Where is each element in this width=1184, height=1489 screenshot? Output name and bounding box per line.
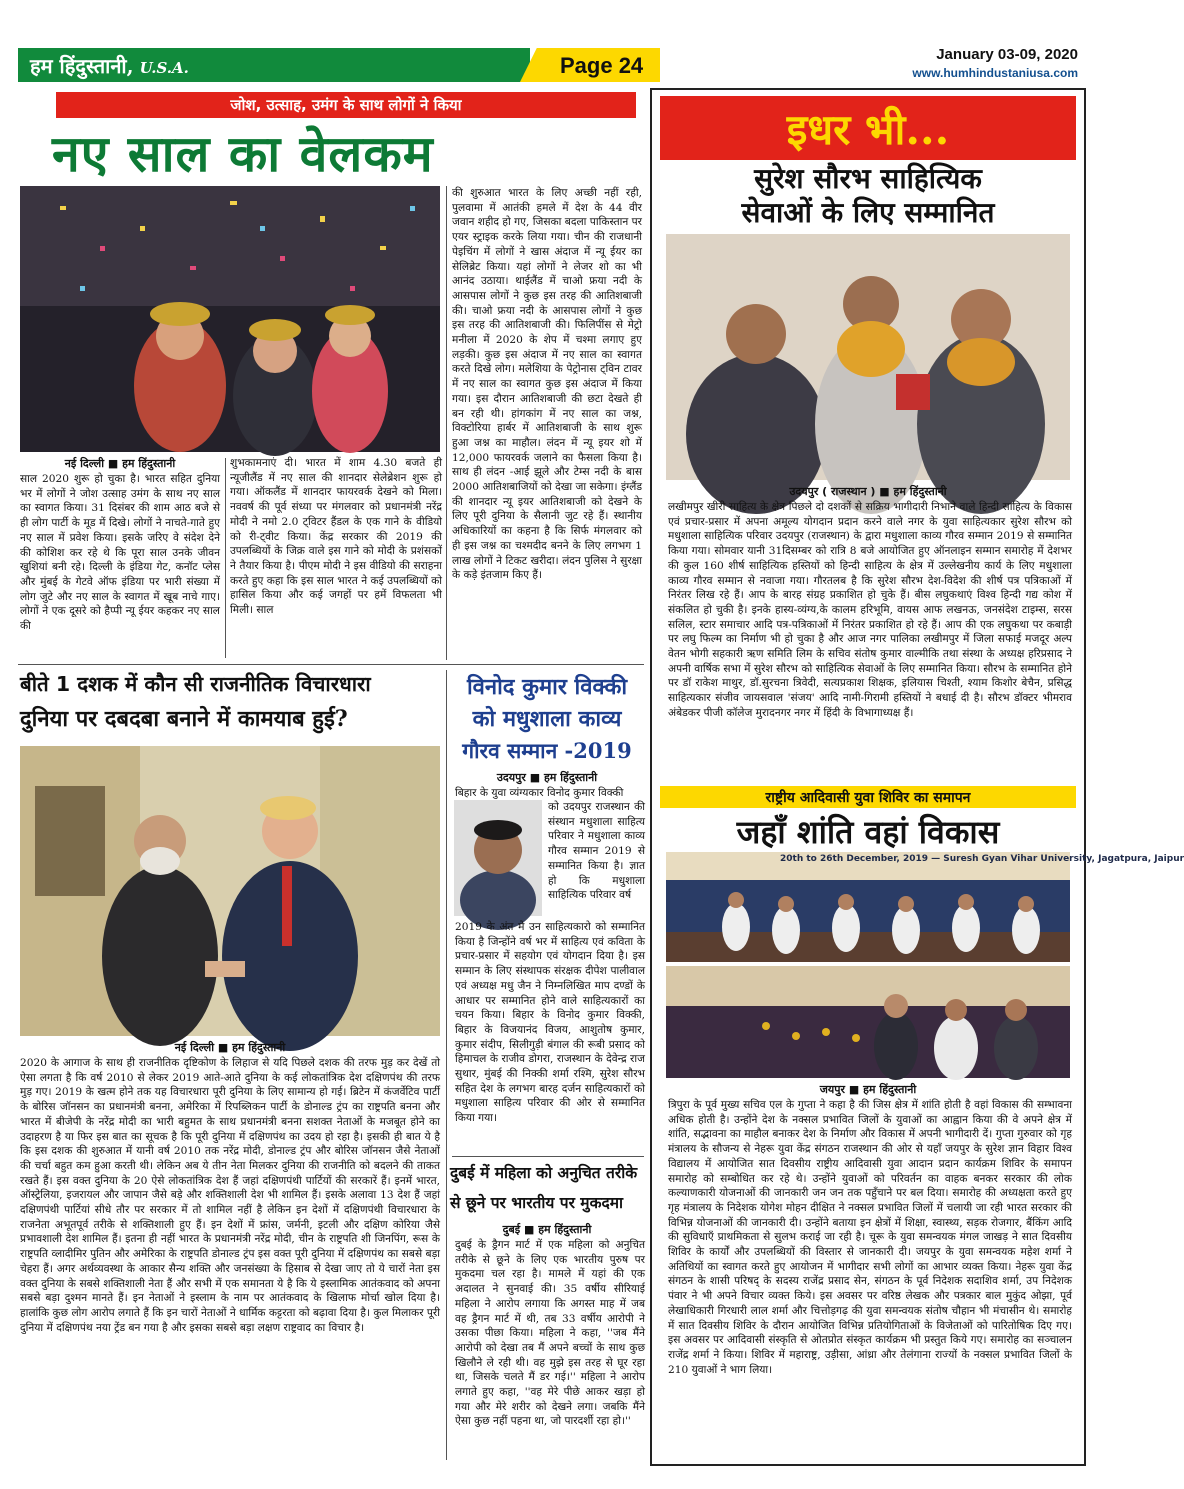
lead-headline: नए साल का वेलकम	[52, 124, 434, 183]
section-rule	[452, 1156, 644, 1157]
vinod-body: 2019 के अंत मे उन साहित्यकारो को सम्मानित किया है जिन्होंने वर्ष भर में साहित्य एवं कविता के प्रचार-प्रसार में सहयोग एवं योगदान दिया है। इस सम्मान के लिए संस्थापक संरक्षक दीपेश पालीवाल एवं अध्यक्ष मधु जैन ने निम्नलिखित माप दण्डों के आधार पर सम्मानित होने वाले साहित्यकारों का चयन किया। बिहार के विनोद कुमार विक्की, बिहार के विजयानंद विजय, आशुतोष कुमार, कुमार संदीप, सिलीगुड़ी बंगाल की रूबी प्रसाद को हिमाचल के राजीव डोगरा, राजस्थान के देवेन्द्र राज सुथार, मुंबई की निक्की शर्मा रश्मि, सुरेश सौरभ सहित देश के लगभग बारह दर्जन साहित्यकारों को मधुशाला साहित्य परिवार की ओर से सम्मानित किया गया।	[455, 921, 645, 1125]
page-number: Page 24	[560, 53, 644, 78]
shanti-kicker: राष्ट्रीय आदिवासी युवा शिविर का समापन	[765, 790, 971, 806]
modi-trump-photo	[20, 746, 440, 1036]
column-rule	[446, 186, 447, 660]
lead-byline: नई दिल्ली ■ हम हिंदुस्तानी	[64, 457, 176, 470]
idhar-body: लखीमपुर खीरी साहित्य के क्षेत्र पिछले दो दशकों से सक्रिय भागीदारी निभाने वाले हिन्दी साहित्य के विकास एवं प्रचार-प्रसार में अपना अमूल्य योगदान प्रदान करने वाले नगर के युवा साहित्यकार सुरेश सौरभ को मधुशाला साहित्यिक परिवार उदयपुर (राजस्थान) के द्वारा मधुशाला काव्य गौरव सम्मान 2019 से सम्मानित किया गया। सोमवार यानी 31दिसम्बर को रात्रि 8 बजे आयोजित हुए ऑनलाइन सम्मान समारोह में देशभर की कुल 160 शीर्ष साहित्यिक हस्तियों को हिन्दी साहित्य के क्षेत्र में उल्लेखनीय कार्य के लिए मधुशाला काव्य गौरव सम्मान से नवाजा गया। गौरतलब है कि सुरेश सौरभ देश-विदेश की शीर्ष पत्र पत्रिकाओं में निरंतर लिख रहे हैं। आप के बारह संग्रह प्रकाशित हो चुके हैं। बीस लघुकथाएं विश्व हिन्दी गद्य कोश में संकलित हो चुकी है। इनके हास्य-व्यंग्य,के कालम हरिभूमि, वायस आफ लखनऊ, जनसंदेश टाइम्स, सरस सलिल, स्टार समाचार आदि पत्र-पत्रिकाओं में निरंतर प्रकाशित हो रहे हैं। आप की एक लघुकथा पर कबाड़ी पर लघु फिल्म का निर्माण भी हो चुका है और आज नगर पालिका लखीमपुर में जिला सफाई मजदूर अल्प वेतन भोगी सहकारी ऋण समिति लिम के सचिव संतोष कुमार वाल्मीकि तथा संस्था के अध्यक्ष हरिप्रसाद ने अपनी वार्षिक सभा में सुरेश सौरभ को साहित्यिक सेवाओं के लिए सम्मानित किया। सौरभ के सम्मानित होने पर डॉ राकेश माथुर, डॉ.सुरचना त्रिवेदी, सत्यप्रकाश शिक्षक, इलियास चिश्ती, श्याम किशोर बेचैन, प्रसिद्ध साहित्यकार संजीव जायसवाल 'संजय' आदि नामी-गिरामी हस्तियों ने बधाई दी है। सौरभ डॉक्टर भीमराव अंबेडकर पीजी कॉलेज मुरादनगर नगर में हिंदी के विभागाध्यक्ष हैं।	[668, 501, 1072, 719]
lead-column-2: शुभकामनाएं दी। भारत में शाम 4.30 बजते ही न्यूजीलैंड में नए साल की शानदार सेलेब्रेशन शुरू हो गया। ऑकलैंड में शानदार फायरवर्क देखने को मिला। नववर्ष की पूर्व संध्या पर मंगलवार को प्रधानमंत्री नरेंद्र मोदी ने नमो 2.0 ट्विटर हैंडल के एक गाने के वीडियो को री-ट्वीट किया। केंद्र सरकार की 2019 की उपलब्धियों के जिक्र वाले इस गाने को मोदी के प्रशंसकों ने तैयार किया है। पीएम मोदी ने इस वीडियो की सराहना करते हुए कहा कि इस साल भारत ने कई उपलब्धियों को हासिल किया और कई जगहों पर हमें विफलता भी मिली। साल	[230, 457, 442, 617]
column-rule	[225, 458, 226, 658]
dubai-headline-line2: से छूने पर भारतीय पर मुकदमा	[450, 1194, 623, 1212]
newspaper-title: हम हिंदुस्तानी, U.S.A.	[30, 54, 189, 78]
vinod-portrait-photo	[454, 800, 542, 916]
new-year-celebration-photo	[20, 186, 440, 452]
dubai-byline: दुबई ■ हम हिंदुस्तानी	[502, 1223, 592, 1236]
vinod-intro: बिहार के युवा व्यंग्यकार विनोद कुमार विक्की	[455, 787, 624, 799]
idhar-banner-text: इधर भी...	[786, 105, 950, 154]
section-rule	[18, 664, 644, 665]
vinod-headline-line1: विनोद कुमार विक्की	[466, 674, 628, 700]
idhar-headline-line1: सुरेश सौरभ साहित्यिक	[754, 162, 982, 195]
lead-kicker: जोश, उत्साह, उमंग के साथ लोगों ने किया	[56, 92, 636, 118]
lamp-lighting-photo	[666, 966, 1070, 1078]
vinod-byline: उदयपुर ■ हम हिंदुस्तानी	[496, 771, 598, 784]
lead-column-1: साल 2020 शुरू हो चुका है। भारत सहित दुनिया भर में लोगों ने जोश उत्साह उमंग के साथ नए साल का स्वागत किया। 31 दिसंबर की शाम आठ बजे से ही लोग पार्टी के मूड में दिखे। लोगों ने नाचते-गाते हुए नए साल में प्रवेश किया। इसके जरिए वे संदेश देने की कोशिश कर रहे थे कि पूरा साल उनके जीवन खुशियां बनी रहे। दिल्ली के इंडिया गेट, कनॉट प्लेस और मुंबई के गेटवे ऑफ इंडिया पर भारी संख्या में लोग जुटे और नए साल के स्वागत में खूब नाचे गाए। लोगों ने एक दूसरे को हैप्पी न्यू ईयर कहकर नए साल की	[20, 473, 220, 633]
vinod-headline-line3: गौरव सम्मान -2019	[462, 738, 632, 763]
vinod-beside-photo: को उदयपुर राजस्थान की संस्थान मधुशाला साहित्य परिवार ने मधुशाला काव्य गौरव सम्मान 2019 से सम्मानित किया है। ज्ञात हो कि मधुशाला साहित्यिक परिवार वर्ष	[548, 801, 645, 902]
politics-byline: नई दिल्ली ■ हम हिंदुस्तानी	[174, 1041, 286, 1054]
idhar-headline-line2: सेवाओं के लिए सम्मानित	[741, 196, 995, 229]
idhar-byline: उदयपुर ( राजस्थान ) ■ हम हिंदुस्तानी	[789, 485, 947, 498]
camp-stage-photo	[666, 852, 1184, 962]
politics-headline-line1: बीते 1 दशक में कौन सी राजनीतिक विचारधारा	[20, 672, 371, 696]
shanti-byline: जयपुर ■ हम हिंदुस्तानी	[819, 1083, 917, 1096]
shanti-headline: जहाँ शांति वहां विकास	[736, 813, 1000, 851]
suresh-saurabh-award-photo	[666, 234, 1070, 480]
shanti-body: त्रिपुरा के पूर्व मुख्य सचिव एल के गुप्ता ने कहा है की जिस क्षेत्र में शांति होती है वहां विकास की सम्भावना अधिक होती है। उन्होंने देश के नक्सल प्रभावित जिलों के युवाओं का आह्वान किया की वे अपने क्षेत्र में शांति, सद्भावना का माहौल बनाकर देश के निर्माण और विकास में अपनी भागीदारी दें। गुप्ता गुरुवार को गृह मंत्रालय के सौजन्य से नेहरू युवा केंद्र संगठन राजस्थान की ओर से यहाँ जयपुर के सुरेश ज्ञान विहार विश्व विद्यालय में आयोजित सात दिवसीय राष्ट्रीय आदिवासी युवा आदान प्रदान कार्यक्रम शिविर के समापन समारोह को सम्बोधित कर रहे थे। उन्होंने युवाओं को परिवर्तन का वाहक बनकर सरकार की लोक कल्याणकारी योजनाओं की जानकारी जन जन तक पहुँचाने पर बल दिया। समारोह की अध्यक्षता करते हुए गृह मंत्रालय के निदेशक योगेश मोहन दीक्षित ने नक्सल प्रभावित जिलों में चलायी जा रही भारत सरकार की विभिन्न योजनाओं की जानकारी दी। उन्होंने बताया इन क्षेत्रों में शिक्षा, स्वास्थ्य, सड़क रोजगार, बैंकिंग आदि की सुविधाएँ प्राथमिकता से सुलभ कराई जा रही है। चूरू के युवा समन्वयक मंगल जाखड़ ने सात दिवसीय शिविर के कार्यों और उपलब्धियों की विस्तार से जानकारी दी। जयपुर के युवा समन्वयक महेश शर्मा ने अतिथियों का स्वागत करते हुए आयोजन में भागीदार सभी लोगों का आभार व्यक्त किया। नेहरू युवा केंद्र संगठन के शासी परिषद् के सदस्य राजेंद्र प्रसाद सेन, संगठन के पूर्व निदेशक सदाशिव शर्मा, उप निदेशक पंवार ने भी अपने विचार व्यक्त किये। इस अवसर पर वरिष्ठ लेखक और पत्रकार बाल मुकुंद ओझा, पूर्व लेखाधिकारी गिरधारी लाल शर्मा और चित्तोड़गढ़ की युवा समन्वयक संतोष चौहान भी मंचासीन थे। समारोह में सात दिवसीय शिविर के दौरान आयोजित विभिन्न प्रतियोगिताओं के विजेताओं को पारितोषिक दिए गए। इस अवसर पर आदिवासी संस्कृति से ओतप्रोत संस्कृत कार्यक्रम भी प्रस्तुत किये गए। समारोह का सञ्चालन राजेंद्र शर्मा ने किया। शिविर में महाराष्ट्र, उड़ीसा, आंध्रा और तेलंगाना राज्यों के नक्सल प्रभावित जिलों के 210 युवाओं ने भाग लिया।	[668, 1099, 1072, 1376]
dubai-headline-line1: दुबई में महिला को अनुचित तरीके	[450, 1164, 638, 1182]
column-rule	[446, 670, 447, 1460]
politics-body: 2020 के आगाज के साथ ही राजनीतिक दृष्टिकोण के लिहाज से यदि पिछले दशक की तरफ मुड़ कर देखें तो ऐसा लगता है कि वर्ष 2010 से लेकर 2019 आते-आते दुनिया के कई लोकतांत्रिक देश दक्षिणपंथ की तरफ मुड़ गए। 2019 के खत्म होने तक यह विचारधारा पूरी दुनिया के लिए सामान्य हो गई। ब्रिटेन में कंजर्वेटिव पार्टी के बोरिस जॉनसन का प्रधानमंत्री बनना, अमेरिका में रिपब्लिकन पार्टी के डोनाल्ड ट्रंप का राष्ट्रपति बनना और भारत में बीजेपी के नरेंद्र मोदी का भारी बहुमत के साथ प्रधानमंत्री बनना सशक्त नेताओं के मजबूत होने का उदाहरण है या फिर इस बात का सूचक है कि पूरी दुनिया में दक्षिणपंथ का उदय हो रहा है। इसकी ही बात ये है कि इस दशक की शुरुआत में यानी वर्ष 2010 तक नरेंद्र मोदी, डोनाल्ड ट्रंप और बोरिस जॉनसन जैसे नेताओं की चर्चा बहुत कम हुआ करती थी। लेकिन अब ये तीन नेता मिलकर दुनिया की राजनीति को बदलने की ताकत रखते हैं। इस वक्त दुनिया के 20 ऐसे लोकतांत्रिक देश हैं जहां दक्षिणपंथी पार्टियों की सरकारें हैं। इनमें भारत, ऑस्ट्रेलिया, इजरायल और जापान जैसे बड़े और शक्तिशाली देश भी शामिल हैं। इसके अलावा 13 देश हैं जहां दक्षिणपंथी पार्टियां सीधे तौर पर सरकार में तो शामिल नहीं है लेकिन इन देशों में दक्षिणपंथी विचारधारा के राजनेता अभूतपूर्व तरीके से शक्तिशाली हुए हैं। इन देशों में फ्रांस, जर्मनी, इटली और दक्षिण कोरिया जैसे प्रभावशाली देश शामिल हैं। इतना ही नहीं भारत के प्रधानमंत्री नरेंद्र मोदी, चीन के राष्ट्रपति शी जिनपिंग, रूस के राष्ट्रपति व्लादीमिर पुतिन और अमेरिका के राष्ट्रपति डोनाल्ड ट्रंप इस वक्त पूरी दुनिया में दक्षिणपंथ का सबसे बड़ा चेहरा हैं। अगर अर्थव्यवस्था के आकार सैन्य शक्ति और जनसंख्या के हिसाब से देखा जाए तो ये चारों नेता इस वक्त दुनिया के सबसे शक्तिशाली नेता हैं और सभी में एक समानता ये है कि ये इस्लामिक आतंकवाद को अपना सबसे बड़ा दुश्मन मानते हैं। इन नेताओं ने इस्लाम के नाम पर आतंकवाद के खिलाफ मोर्चा खोल दिया है। हालांकि कुछ लोग आरोप लगाते हैं कि इन चारों नेताओं ने धार्मिक कट्टरता को बढ़ावा दिया है। कुल मिलाकर पूरी दुनिया में दक्षिणपंथ नया ट्रेंड बन गया है और इसका सबसे बड़ा लक्षण राष्ट्रवाद का विचार है।	[20, 1057, 440, 1334]
issue-date: January 03-09, 2020	[936, 46, 1078, 63]
politics-headline-line2: दुनिया पर दबदबा बनाने में कामयाब हुई?	[20, 706, 348, 732]
camp-banner-text: 20th to 26th December, 2019 — Suresh Gyan Vihar University, Jagatpura, Jaipur	[780, 854, 1184, 864]
website-link[interactable]: www.humhindustaniusa.com	[912, 66, 1078, 80]
dubai-body: दुबई के ड्रैगन मार्ट में एक महिला को अनुचित तरीके से छूने के लिए एक भारतीय पुरुष पर मुकदमा चल रहा है। मामले में यहां की एक अदालत ने सुनवाई की। 35 वर्षीय सीरियाई महिला ने आरोप लगाया कि अगस्त माह में जब वह ड्रैगन मार्ट में थी, तब 33 वर्षीय आरोपी ने उसका पीछा किया। महिला ने कहा, ''जब मैंने आरोपी को देखा तब मैं अपने बच्चों के साथ कुछ खिलौने ले रही थी। वह मुझे इस तरह से घूर रहा था, जिसके चलते मैं डर गई।'' महिला ने आरोप लगाते हुए कहा, ''वह मेरे पीछे आकर खड़ा हो गया और मेरे शरीर को देखने लगा। जबकि मैंने ऐसा कुछ नहीं पहना था, जो पारदर्शी रहा हो।''	[455, 1239, 645, 1428]
vinod-headline-line2: को मधुशाला काव्य	[472, 706, 622, 732]
lead-column-3: की शुरुआत भारत के लिए अच्छी नहीं रही, पुलवामा में आतंकी हमले में देश के 44 वीर जवान शहीद हो गए, जिसका बदला पाकिस्तान पर एयर स्ट्राइक करके लिया गया। चीन की राजधानी पेइचिंग में लोगों ने खास अंदाज में न्यू ईयर का सेलिब्रेट किया। यहां लोगों ने लेजर शो का भी आनंद उठाया। थाईलैंड में चाओ फ्रया नदी के आसपास लोगों ने कुछ इस तरह की आतिशबाजी की। चाओ फ्रया नदी के आसपास लोगों ने कुछ इस तरह की आतिशबाजी की। फिलिपींस से मेट्रो मनीला में 2020 के शेप में चश्मा लगाए हुए लड़की। कुछ इस अंदाज में नए साल का स्वागत करते दिखे लोग। मलेशिया के पेट्रोनास ट्विन टावर में नए साल का स्वागत कुछ इस अंदाज में किया गया। इस दौरान आतिशबाजी की छटा देखते ही बन रही थी। हांगकांग में नए साल का जश्न, विक्टोरिया हार्बर में आतिशबाजी के साथ शुरू हुआ जश्न का माहौल। लंदन में न्यू इयर शो में 12,000 फायरवर्क जलाने का फैसला किया है। साथ ही लंदन -आई झूले और टेम्स नदी के बास 2000 आतिशबाजियों को देखा जा सकेगा। इंग्लैंड की शानदार न्यू इयर आतिशबाजी को देखने के लिए पूरी दुनिया के सैलानी जुट रहे हैं। स्थानीय अधिकारियों का कहना है कि सिर्फ मंगलवार को ही इस जश्न का चश्मदीद बनने के लिए लगभग 1 लाख लोगों ने टिकट खरीदा। लंदन पुलिस ने सुरक्षा के कड़े इंतजाम किए हैं।	[452, 187, 642, 582]
